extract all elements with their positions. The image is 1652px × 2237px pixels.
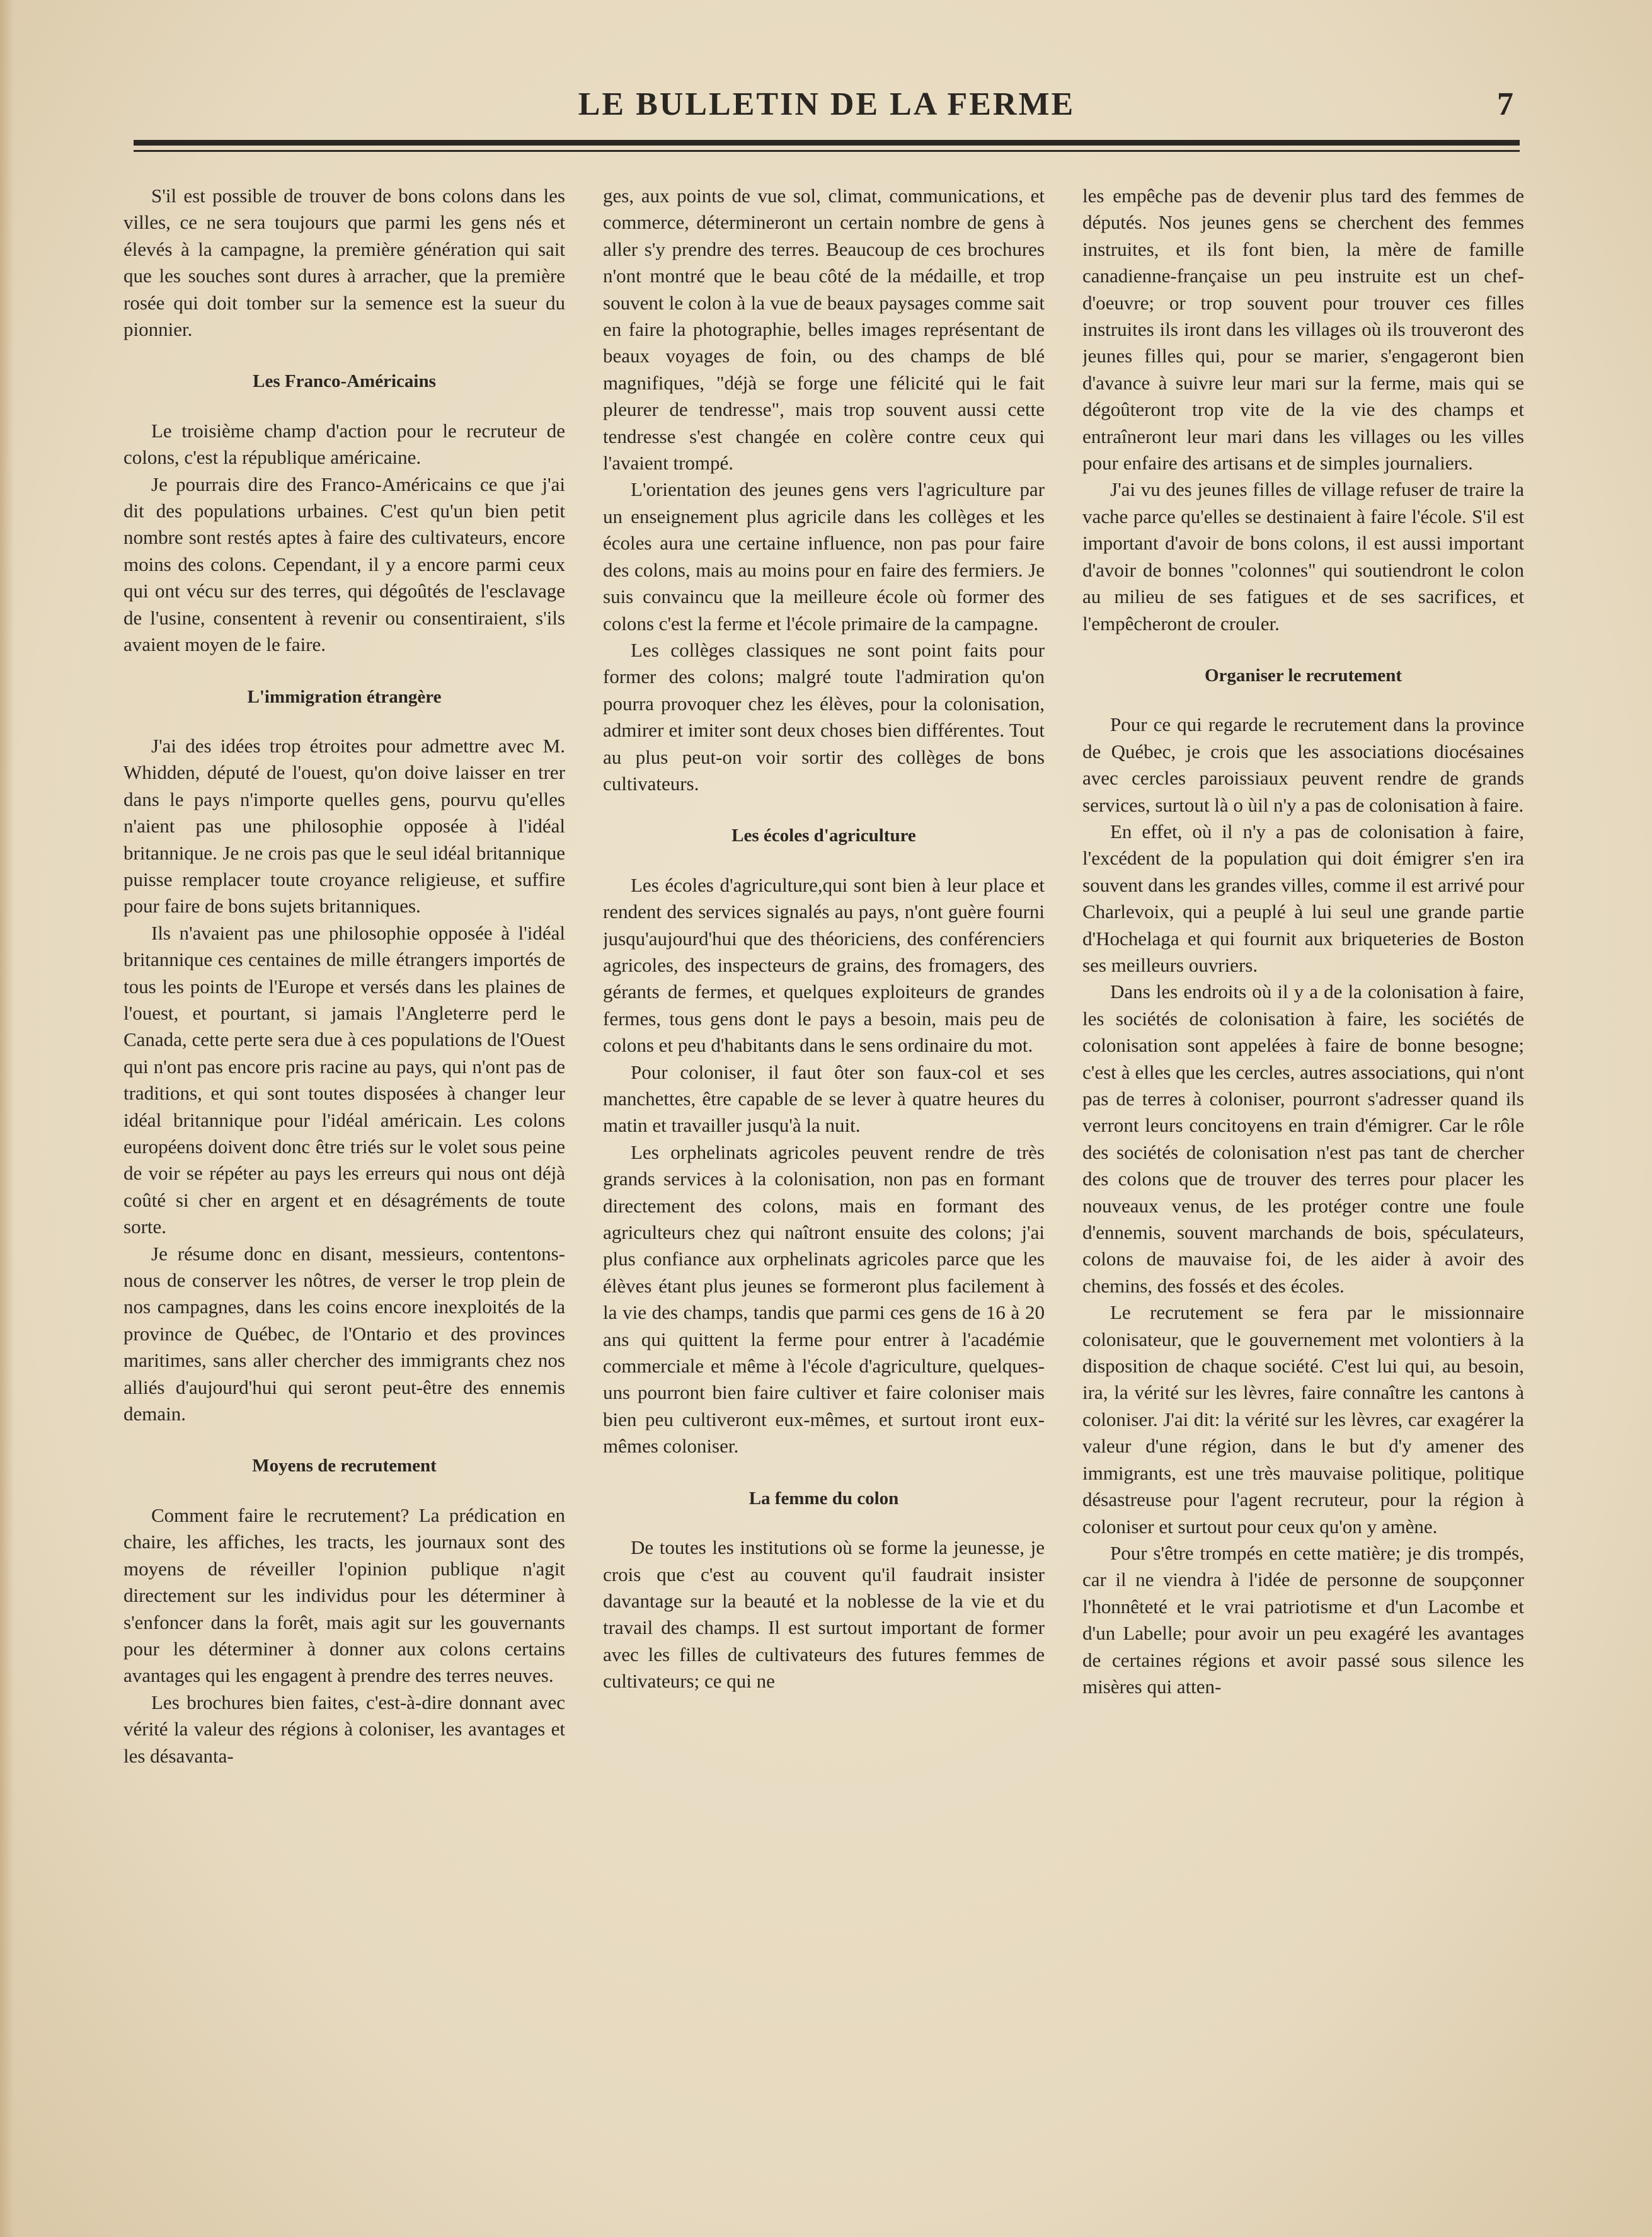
text-column-2 (603, 183, 1045, 2168)
paragraph: J'ai vu des jeunes filles de village refuser de traire la vache parce qu'elles se destinaient à faire l'école. S'il est important d'avoir de bons colons, il est aussi important d'avoir de bonnes "colonnes" qui soutiendront le colon au milieu de ses fatigues et de ses sacrifices, et l'empêcheront de crouler. (1082, 478, 1524, 635)
paragraph: En effet, où il n'y a pas de colonisation à faire, l'excédent de la population qui doit émigrer s'en ira souvent dans les grandes villes, comme il est arrivé pour Charlevoix, qui a peuplé à lui seul une grande partie d'Hochelaga et qui fournit aux briqueteries de Boston ses meilleurs ouvriers. (1082, 820, 1524, 976)
paragraph: Dans les endroits où il y a de la colonisation à faire, les sociétés de colonisation à faire, les sociétés de colonisation sont appelées à faire de bonne besogne; c'est à elles que les cercles, autres associations, qui n'ont pas de terres à coloniser, pourront s'adresser quand ils verront leurs concitoyens en train d'émigrer. Car le rôle des sociétés de colonisation n'est pas tant de chercher des colons que de trouver des terres pour placer les nouveaux venus, de les protéger contre une foule d'ennemis, souvent marchands de bois, spéculateurs, colons de mauvaise foi, de les aider à avoir des chemins, des fossés et des écoles. (1082, 980, 1524, 1297)
page-number: 7 (1497, 86, 1513, 122)
section-heading: Organiser le recrutement (1205, 665, 1402, 686)
page-edge-shadow (0, 0, 14, 2237)
paragraph: Pour ce qui regarde le recrutement dans la province de Québec, je crois que les associations diocésaines avec cercles paroissiaux peuvent rendre de grands services, surtout là o ùil n'y a pas de colonisation à faire. (1082, 713, 1524, 816)
paragraph: Comment faire le recrutement? La prédication en chaire, les affiches, les tracts, les journaux sont des moyens de réveiller l'opinion publique n'agit directement sur les individus pour les déterminer à s'enfoncer dans la forêt, mais agit sur les gouvernants pour les déterminer à donner aux colons certains avantages qui les engagent à prendre des terres neuves. (123, 1504, 565, 1687)
section-heading: Les écoles d'agriculture (731, 825, 916, 846)
paragraph: L'orientation des jeunes gens vers l'agriculture par un enseignement plus agricile dans les collèges et les écoles aura une certaine influence, non pas pour faire des colons, mais au moins pour en faire des fermiers. Je suis convaincu que la meilleure école où former des colons c'est la ferme et l'école primaire de la campagne. (603, 478, 1045, 635)
paragraph: J'ai des idées trop étroites pour admettre avec M. Whidden, député de l'ouest, qu'on doive laisser en trer dans le pays n'importe quelles gens, pourvu qu'elles n'aient pas une philosophie opposée à l'idéal britannique. Je ne crois pas que le seul idéal britannique puisse remplacer toute croyance religieuse, et suffire pour faire de bons sujets britanniques. (123, 734, 565, 917)
paragraph: les empêche pas de devenir plus tard des femmes de députés. Nos jeunes gens se cherchent des femmes instruites, et ils font bien, la mère de famille canadienne-française un peu instruite est un chef-d'oeuvre; or trop souvent pour trouver ces filles instruites ils iront dans les villages où ils trouveront des jeunes filles qui, pour se marier, s'engageront bien d'avance à suivre leur mari sur la ferme, mais qui se dégoûteront trop vite de la vie des champs et entraîneront leur mari dans les villages ou les villes pour enfaire des artisans et de simples journaliers. (1082, 185, 1524, 474)
section-heading: L'immigration étrangère (247, 686, 442, 707)
paragraph: Je pourrais dire des Franco-Américains ce que j'ai dit des populations urbaines. C'est qu'un bien petit nombre sont restés aptes à faire des cultivateurs, encore moins des colons. Cependant, il y a encore parmi ceux qui ont vécu sur des terres, qui dégoûtés de l'esclavage de l'usine, consentent à revenir ou consentiraient, s'ils avaient moyen de le faire. (123, 473, 565, 656)
paragraph: Les brochures bien faites, c'est-à-dire donnant avec vérité la valeur des régions à coloniser, les avantages et les désavanta- (123, 1691, 565, 1767)
running-title: LE BULLETIN DE LA FERME (578, 86, 1076, 122)
paragraph: Je résume donc en disant, messieurs, contentons-nous de conserver les nôtres, de verser le trop plein de nos campagnes, dans les coins encore inexploités de la province de Québec, de l'Ontario et des provinces maritimes, sans aller chercher des immigrants chez nos alliés d'aujourd'hui qui seront peut-être des ennemis demain. (123, 1242, 565, 1425)
paragraph: ges, aux points de vue sol, climat, communications, et commerce, détermineront un certain nombre de gens à aller s'y prendre des terres. Beaucoup de ces brochures n'ont montré que le beau côté de la médaille, et trop souvent le colon à la vue de beaux paysages comme sait en faire la photographie, belles images représentant de beaux voyages de foin, ou des champs de blé magnifiques, "déjà se forge une félicité qui le fait pleurer de tendresse", mais trop souvent aussi cette tendresse s'est changée en colère contre ceux qui l'avaient trompé. (603, 185, 1045, 474)
paragraph: Les collèges classiques ne sont point faits pour former des colons; malgré toute l'admiration qu'on pourra provoquer chez les élèves, pour la colonisation, admirer et imiter sont deux choses bien différentes. Tout au plus peut-on voir sortir des collèges de bons cultivateurs. (603, 638, 1045, 795)
header-rule-thin (134, 150, 1520, 152)
text-columns (123, 183, 1525, 2168)
header-rule-thick (134, 140, 1520, 146)
text-column-3 (1082, 183, 1524, 2168)
paragraph: Le recrutement se fera par le missionnaire colonisateur, que le gouvernement met volontiers à la disposition de chaque société. C'est lui qui, au besoin, ira, la vérité sur les lèvres, faire connaître les cantons à coloniser. J'ai dit: la vérité sur les lèvres, car exagérer la valeur d'une région, dans le but d'y amener des immigrants, est une très mauvaise politique, politique désastreuse pour l'agent recruteur, pour la région à coloniser et surtout pour ceux qu'on y amène. (1082, 1301, 1524, 1538)
paragraph: Le troisième champ d'action pour le recruteur de colons, c'est la république américaine. (123, 419, 565, 469)
paragraph: S'il est possible de trouver de bons colons dans les villes, ce ne sera toujours que parmi les gens nés et élevés à la campagne, la première génération qui sait que les souches sont dures à arracher, que la première rosée qui doit tomber sur la semence est la sueur du pionnier. (123, 185, 565, 341)
section-heading: La femme du colon (749, 1488, 899, 1509)
section-heading: Moyens de recrutement (252, 1456, 437, 1476)
text-column-1 (123, 183, 565, 2168)
paragraph: De toutes les institutions où se forme la jeunesse, je crois que c'est au couvent qu'il faudrait insister davantage sur la beauté et la noblesse de la vie et du travail des champs. Il est surtout important de former avec les filles de cultivateurs des futures femmes de cultivateurs; ce qui ne (603, 1536, 1045, 1693)
paragraph: Pour s'être trompés en cette matière; je dis trompés, car il ne viendra à l'idée de personne de soupçonner l'honnêteté et le vrai patriotisme et d'un Lacombe et d'un Labelle; pour avoir un peu exagéré les avantages de certaines régions et avoir passé sous silence les misères qui atten- (1082, 1541, 1524, 1698)
page-header (134, 82, 1520, 132)
paragraph: Les orphelinats agricoles peuvent rendre de très grands services à la colonisation, non pas en formant directement des colons, mais en formant des agriculteurs chez qui naîtront ensuite des colons; j'ai plus confiance aux orphelinats agricoles parce que les élèves étant plus jeunes se formeront plus facilement à la vie des champs, tandis que parmi ces gens de 16 à 20 ans qui quittent la ferme pour entrer à l'académie commerciale et même à l'école d'agriculture, quelques-uns pourront bien faire cultiver et faire coloniser mais bien peu cultiveront eux-mêmes, et surtout iront eux-mêmes coloniser. (603, 1141, 1045, 1458)
section-heading: Les Franco-Américains (253, 371, 436, 392)
paragraph: Les écoles d'agriculture,qui sont bien à leur place et rendent des services signalés au pays, n'ont guère fourni jusqu'aujourd'hui que des théoriciens, des conférenciers agricoles, des inspecteurs de grains, des fromagers, des gérants de fermes, et quelques exploiteurs de grandes fermes, tous gens dont le pays a besoin, mais peu de colons et peu d'habitants dans le sens ordinaire du mot. (603, 873, 1045, 1057)
paragraph: Pour coloniser, il faut ôter son faux-col et ses manchettes, être capable de se lever à quatre heures du matin et travailler jusqu'à la nuit. (603, 1061, 1045, 1137)
paragraph: Ils n'avaient pas une philosophie opposée à l'idéal britannique ces centaines de mille étrangers importés de tous les points de l'Europe et versés dans les plaines de l'ouest, et pourtant, si jamais l'Angleterre perd le Canada, cette perte sera due à ces populations de l'Ouest qui n'ont pas encore pris racine au pays, qui n'ont pas de traditions, et qui sont toutes disposées à changer leur idéal britannique pour l'idéal américain. Les colons européens doivent donc être triés sur le volet sous peine de voir se répéter au pays les erreurs qui nous ont déjà coûté si cher en argent et en désagréments de toute sorte. (123, 921, 565, 1238)
